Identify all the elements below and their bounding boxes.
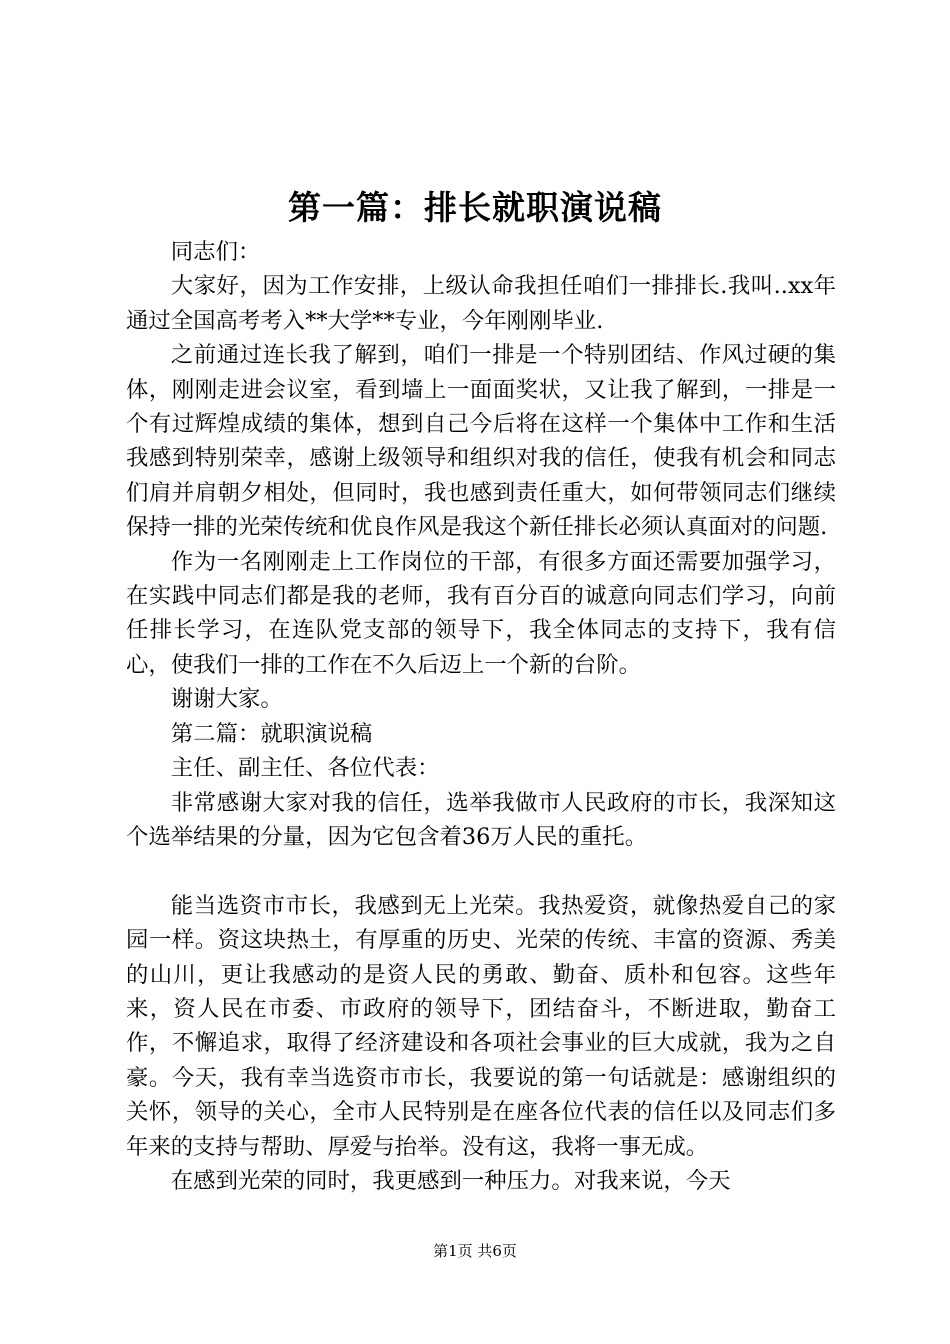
document-title: 第一篇：排长就职演说稿 (288, 188, 662, 227)
blank-line (126, 854, 836, 888)
page-footer: 第1页 共6页 (433, 1242, 517, 1260)
paragraph: 能当选资市市长，我感到无上光荣。我热爱资，就像热爱自己的家园一样。资这块热土，有厚重的历史、光荣的传统、丰富的资源、秀美的山川，更让我感动的是资人民的勇敢、勤奋、质朴和包容。这些年来，资人民在市委、市政府的领导下，团结奋斗，不断进取，勤奋工作，不懈追求，取得了经济建设和各项社会事业的巨大成就，我为之自豪。今天，我有幸当选资市市长，我要说的第一句话就是：感谢组织的关怀，领导的关心，全市人民特别是在座各位代表的信任以及同志们多年来的支持与帮助、厚爱与抬举。没有这，我将一事无成。 (126, 892, 836, 1160)
paragraph: 作为一名刚刚走上工作岗位的干部，有很多方面还需要加强学习，在实践中同志们都是我的老师，我有百分百的诚意向同志们学习，向前任排长学习，在连队党支部的领导下，我全体同志的支持下，我有信心，使我们一排的工作在不久后迈上一个新的台阶。 (126, 548, 836, 678)
paragraph: 大家好，因为工作安排，上级认命我担任咱们一排排长.我叫..xx年通过全国高考考入**大学**专业，今年刚刚毕业. (126, 273, 836, 334)
paragraph: 之前通过连长我了解到，咱们一排是一个特别团结、作风过硬的集体，刚刚走进会议室，看到墙上一面面奖状，又让我了解到，一排是一个有过辉煌成绩的集体，想到自己今后将在这样一个集体中工作和生活我感到特别荣幸，感谢上级领导和组织对我的信任，使我有机会和同志们肩并肩朝夕相处，但同时，我也感到责任重大，如何带领同志们继续保持一排的光荣传统和优良作风是我这个新任排长必须认真面对的问题. (126, 342, 836, 541)
section-heading: 第二篇：就职演说稿 (170, 720, 373, 747)
paragraph: 谢谢大家。 (170, 686, 283, 713)
paragraph: 在感到光荣的同时，我更感到一种压力。对我来说，今天 (170, 1167, 731, 1194)
paragraph: 主任、副主任、各位代表： (170, 755, 440, 782)
paragraph: 非常感谢大家对我的信任，选举我做市人民政府的市长，我深知这个选举结果的分量，因为它包含着36万人民的重托。 (126, 789, 836, 850)
document-body (126, 235, 836, 1198)
paragraph: 同志们： (170, 239, 261, 265)
